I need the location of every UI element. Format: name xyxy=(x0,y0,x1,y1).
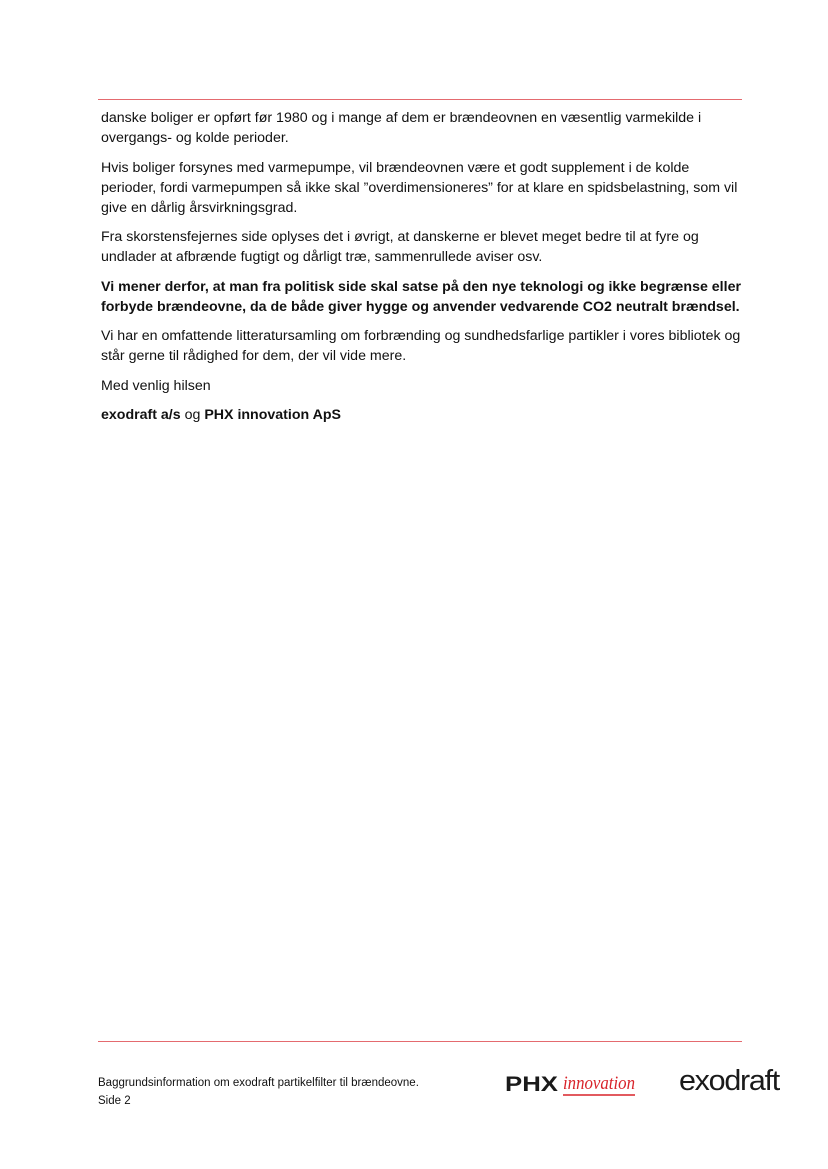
paragraph: danske boliger er opført før 1980 og i mange af dem er brændeovnen en væsentlig varmekilde i overgangs- og kolde perioder. xyxy=(101,110,702,146)
phx-innovation-logo xyxy=(505,1070,640,1100)
exodraft-logo-text: exodraft xyxy=(679,1065,781,1097)
footer-rule xyxy=(98,1041,742,1042)
header-rule xyxy=(98,99,742,100)
signature-company-2: PHX innovation ApS xyxy=(204,406,341,423)
paragraph: Hvis boliger forsynes med varmepumpe, vil brændeovnen være et godt supplement i de kolde perioder, fordi varmepumpen så ikke skal ”overdimensioneres” for at klare en spidsbelastning, som vil give en dårlig årsvirkningsgrad. xyxy=(101,159,738,216)
paragraph: Vi har en omfattende litteratursamling om forbrænding og sundhedsfarlige partikler i vores bibliotek og står gerne til rådighed for dem, der vil vide mere. xyxy=(101,328,741,364)
phx-logo-script: innovation xyxy=(563,1073,635,1094)
closing-greeting: Med venlig hilsen xyxy=(101,377,211,394)
paragraph-emphasis: Vi mener derfor, at man fra politisk side skal satse på den nye teknologi og ikke begrænse eller forbyde brændeovne, da de både giver hygge og anvender vedvarende CO2 neutralt brændsel. xyxy=(101,278,741,315)
signature-line xyxy=(101,405,741,425)
signature-company-1: exodraft a/s xyxy=(101,406,181,423)
phx-logo-main: PHX xyxy=(505,1073,558,1096)
footer-text xyxy=(98,1074,419,1110)
exodraft-logo xyxy=(679,1064,781,1098)
letter-body xyxy=(101,108,741,434)
page-number: Side 2 xyxy=(98,1095,131,1107)
footer-description: Baggrundsinformation om exodraft partikelfilter til brændeovne. xyxy=(98,1077,419,1089)
paragraph: Fra skorstensfejernes side oplyses det i øvrigt, at danskerne er blevet meget bedre til at fyre og undlader at afbrænde fugtigt og dårligt træ, sammenrullede aviser osv. xyxy=(101,229,699,265)
signature-connector: og xyxy=(184,406,201,423)
